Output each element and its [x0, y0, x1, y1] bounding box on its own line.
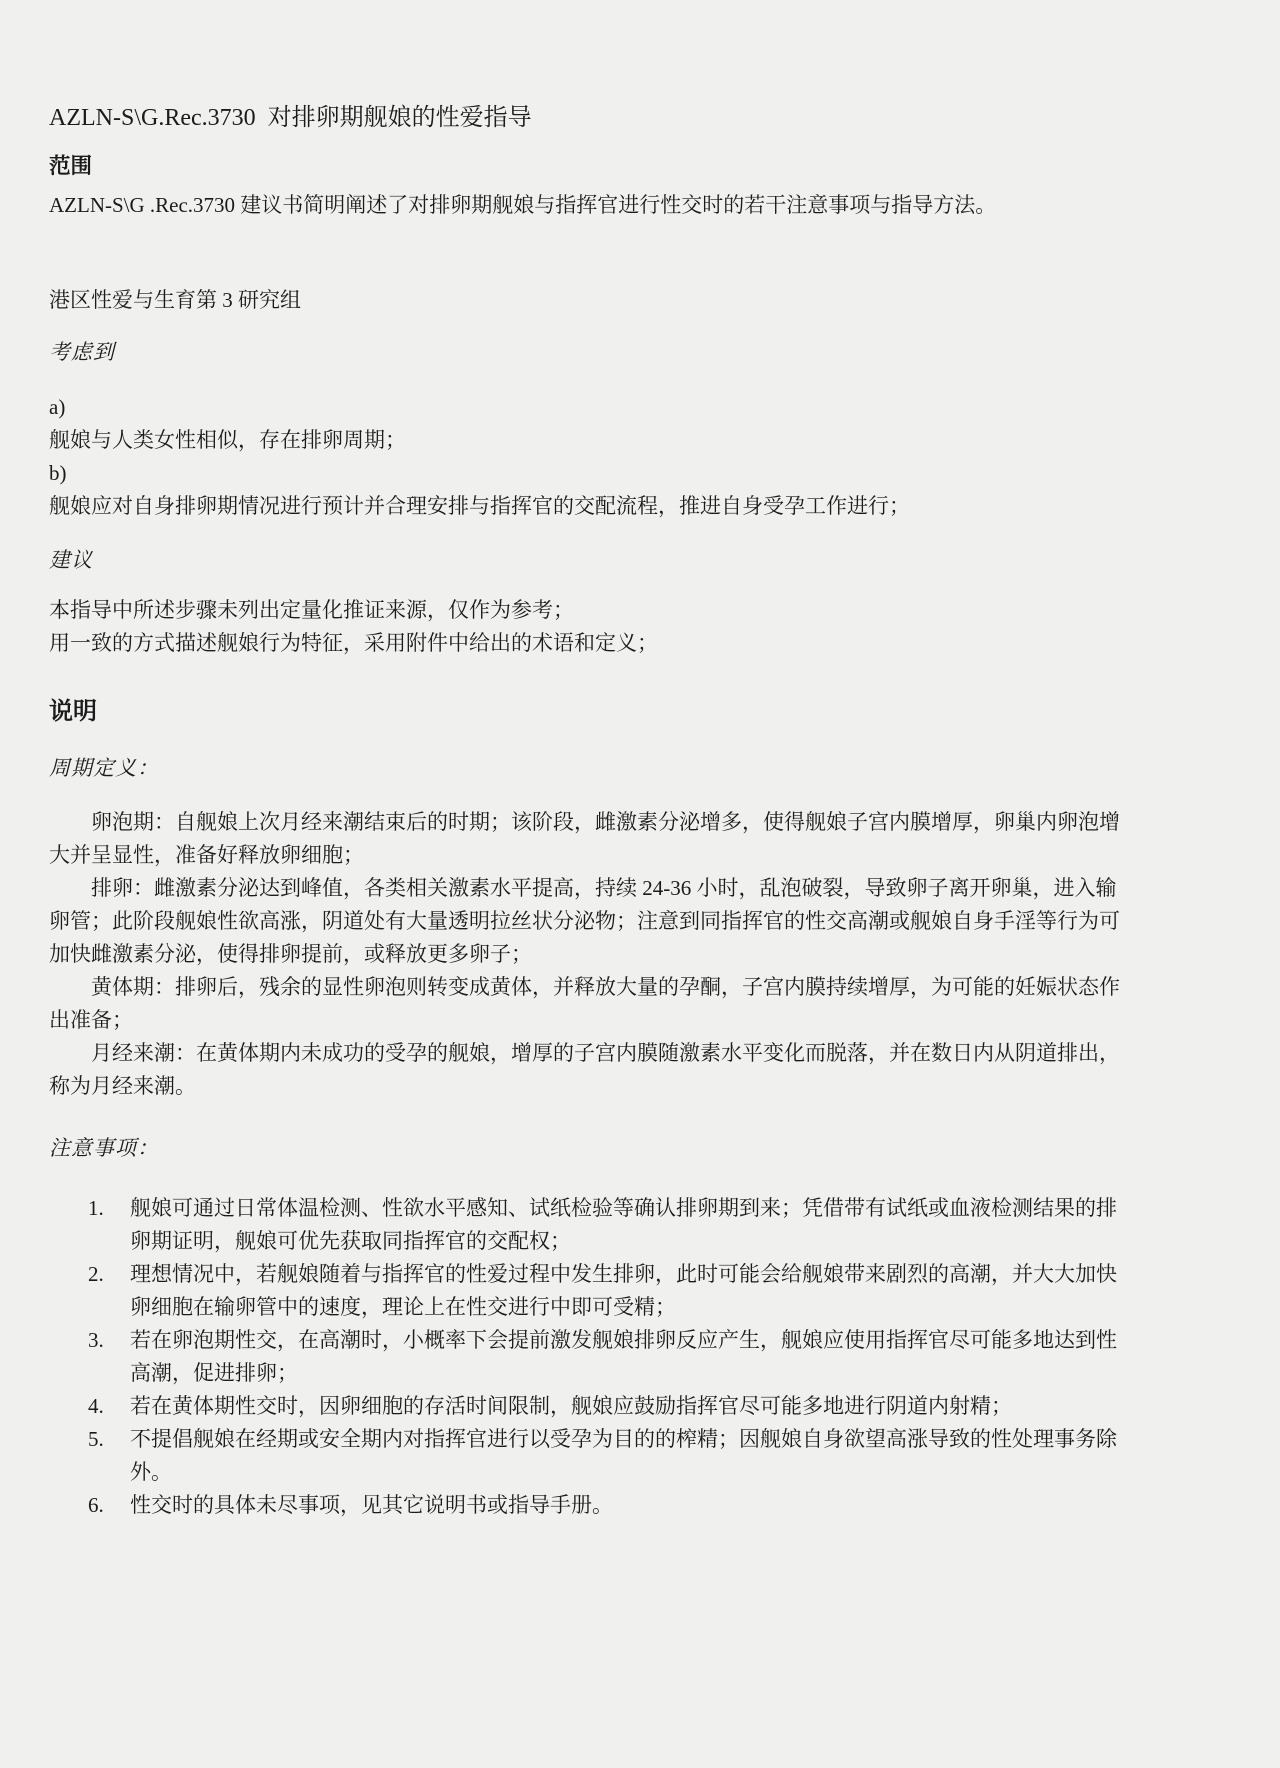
list-item-number: 1.	[88, 1196, 104, 1220]
list-item	[49, 1390, 1132, 1423]
considering-item-text: 舰娘应对自身排卵期情况进行预计并合理安排与指挥官的交配流程，推进自身受孕工作进行；	[49, 494, 910, 518]
list-item-text: 若在黄体期性交时，因卵细胞的存活时间限制，舰娘应鼓励指挥官尽可能多地进行阴道内射精；	[130, 1394, 1012, 1418]
list-item	[49, 1489, 1132, 1522]
list-item	[49, 1423, 1132, 1489]
list-item	[49, 1324, 1132, 1390]
notes-heading: 注意事项：	[49, 1136, 159, 1160]
cycle-paragraph-menstruation: 月经来潮：在黄体期内未成功的受孕的舰娘，增厚的子宫内膜随激素水平变化而脱落，并在数日内从阴道排出，称为月经来潮。	[49, 1041, 1120, 1098]
list-item-number: 2.	[88, 1262, 104, 1286]
list-item-number: 5.	[88, 1427, 104, 1451]
document-title: AZLN-S\G.Rec.3730 对排卵期舰娘的性爱指导	[49, 105, 532, 131]
cycle-definition-heading: 周期定义：	[49, 756, 159, 780]
cycle-paragraphs	[49, 806, 1132, 1103]
considering-heading: 考虑到	[49, 340, 115, 364]
list-item-number: 3.	[88, 1328, 104, 1352]
list-item	[49, 1258, 1132, 1324]
list-item-text: 若在卵泡期性交，在高潮时，小概率下会提前激发舰娘排卵反应产生，舰娘应使用指挥官尽可能多地达到性高潮，促进排卵；	[130, 1328, 1117, 1385]
cycle-paragraph-luteal: 黄体期：排卵后，残余的显性卵泡则转变成黄体，并释放大量的孕酮，子宫内膜持续增厚，为可能的妊娠状态作出准备；	[49, 975, 1120, 1032]
list-item-text: 舰娘可通过日常体温检测、性欲水平感知、试纸检验等确认排卵期到来；凭借带有试纸或血液检测结果的排卵期证明，舰娘可优先获取同指挥官的交配权；	[130, 1196, 1117, 1253]
list-item	[49, 1192, 1132, 1258]
scope-text: AZLN-S\G .Rec.3730 建议书简明阐述了对排卵期舰娘与指挥官进行性交时的若干注意事项与指导方法。	[49, 193, 997, 217]
list-item-text: 性交时的具体未尽事项，见其它说明书或指导手册。	[130, 1493, 613, 1517]
scope-heading: 范围	[49, 154, 93, 178]
list-item-text: 不提倡舰娘在经期或安全期内对指挥官进行以受孕为目的的榨精；因舰娘自身欲望高涨导致的性处理事务除外。	[130, 1427, 1117, 1484]
explanation-heading: 说明	[49, 699, 97, 725]
cycle-paragraph-ovulation: 排卵：雌激素分泌达到峰值，各类相关激素水平提高，持续 24-36 小时，乱泡破裂，导致卵子离开卵巢，进入输卵管；此阶段舰娘性欲高涨，阴道处有大量透明拉丝状分泌物；注意到同指挥官的性交高潮或舰娘自身手淫等行为可加快雌激素分泌，使得排卵提前，或释放更多卵子；	[49, 876, 1120, 966]
list-item-number: 6.	[88, 1493, 104, 1517]
cycle-paragraph-follicular: 卵泡期：自舰娘上次月经来潮结束后的时期；该阶段，雌激素分泌增多，使得舰娘子宫内膜增厚，卵巢内卵泡增大并呈显性，准备好释放卵细胞；	[49, 810, 1120, 867]
notes-list	[49, 1192, 1132, 1522]
considering-item-label: a)	[49, 395, 66, 419]
considering-list	[49, 391, 1132, 523]
list-item-text: 理想情况中，若舰娘随着与指挥官的性爱过程中发生排卵，此时可能会给舰娘带来剧烈的高潮，并大大加快卵细胞在输卵管中的速度，理论上在性交进行中即可受精；	[130, 1262, 1117, 1319]
recommendation-lines	[49, 594, 1132, 660]
recommendation-heading: 建议	[49, 548, 93, 572]
recommendation-line: 用一致的方式描述舰娘行为特征，采用附件中给出的术语和定义；	[49, 631, 658, 655]
considering-item-text: 舰娘与人类女性相似，存在排卵周期；	[49, 428, 406, 452]
list-item-number: 4.	[88, 1394, 104, 1418]
considering-item-label: b)	[49, 461, 67, 485]
study-group: 港区性爱与生育第 3 研究组	[49, 288, 301, 312]
recommendation-line: 本指导中所述步骤未列出定量化推证来源，仅作为参考；	[49, 598, 574, 622]
